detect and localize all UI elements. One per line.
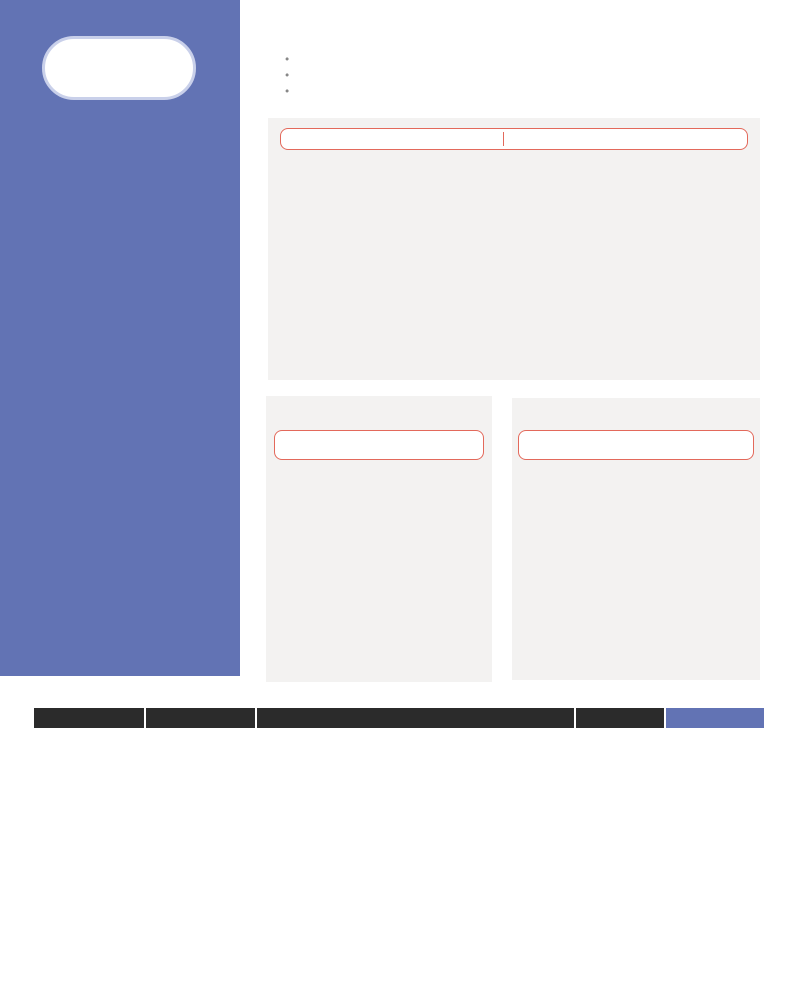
header-divider (503, 132, 504, 146)
col-price (665, 707, 765, 729)
feature-item (284, 52, 296, 68)
feature-item (284, 68, 296, 84)
top-header (280, 128, 748, 150)
mid-marker-panel (266, 396, 492, 682)
feature-list (284, 52, 296, 100)
promo-panel (0, 0, 240, 676)
col-category (33, 707, 145, 729)
table-header-row (33, 707, 765, 729)
col-sku (145, 707, 257, 729)
promo-badge (42, 36, 196, 100)
wb-marker-panel (512, 398, 760, 680)
col-size (575, 707, 665, 729)
feature-item (284, 84, 296, 100)
wb-header (518, 430, 754, 460)
top-marker-panel (268, 118, 760, 380)
price-table (32, 706, 766, 730)
col-name (256, 707, 575, 729)
mid-header (274, 430, 484, 460)
